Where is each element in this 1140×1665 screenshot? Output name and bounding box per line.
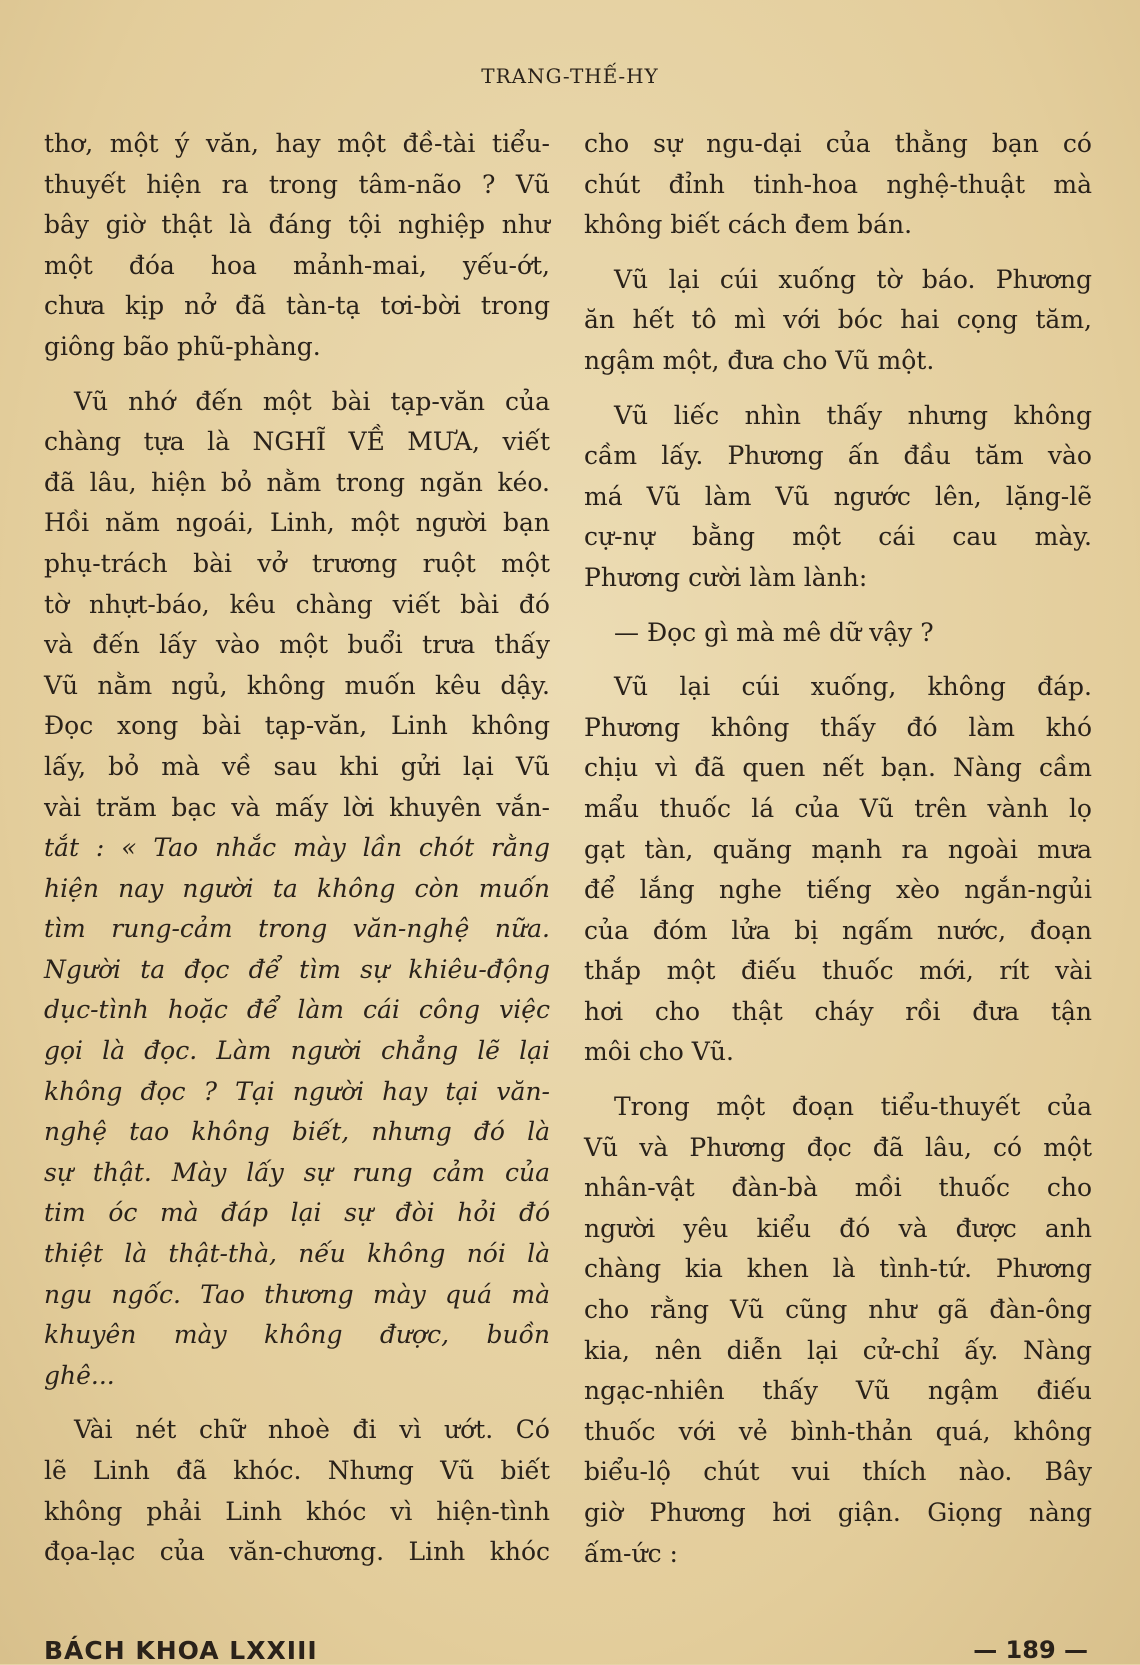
text-line: khuyên mày không được, buồn bbox=[44, 1320, 550, 1350]
text-line: cự-nự bằng một cái cau mày. bbox=[584, 522, 1092, 552]
text-line: đã lâu, hiện bỏ nằm trong ngăn kéo. bbox=[44, 467, 550, 497]
text-line: vài trăm bạc và mấy lời khuyên vắn- bbox=[44, 792, 550, 822]
text-line: gọi là đọc. Làm người chẳng lẽ lại bbox=[44, 1036, 550, 1066]
text-line: phụ-trách bài vở trương ruột một bbox=[44, 548, 550, 578]
paragraph-right-6 bbox=[584, 1087, 1092, 1574]
text-line: lấy, bỏ mà về sau khi gửi lại Vũ bbox=[44, 751, 550, 781]
paragraph-right-4 bbox=[584, 613, 1092, 654]
text-line: giông bão phũ-phàng. bbox=[44, 331, 321, 361]
text-line: ăn hết tô mì với bóc hai cọng tăm, bbox=[584, 305, 1092, 335]
text-line: thơ, một ý văn, hay một đề-tài tiểu- bbox=[44, 129, 550, 158]
paragraph-right-2 bbox=[584, 260, 1092, 382]
text-line: tờ nhựt-báo, kêu chàng viết bài đó bbox=[44, 589, 550, 619]
text-line: lẽ Linh đã khóc. Nhưng Vũ biết bbox=[44, 1456, 550, 1485]
text-line: ấm-ức : bbox=[584, 1538, 678, 1568]
text-line: ngạc-nhiên thấy Vũ ngậm điếu bbox=[584, 1376, 1092, 1406]
text-line: thiệt là thật-thà, nếu không nói là bbox=[44, 1239, 550, 1269]
text-line: môi cho Vũ. bbox=[584, 1037, 734, 1067]
text-line: bây giờ thật là đáng tội nghiệp như bbox=[44, 210, 550, 240]
paragraph-right-3 bbox=[584, 396, 1092, 599]
text-line: Vũ liếc nhìn thấy nhưng không bbox=[614, 400, 1092, 430]
text-line: và đến lấy vào một buổi trưa thấy bbox=[44, 630, 550, 660]
text-line: — Đọc gì mà mê dữ vậy ? bbox=[614, 617, 934, 647]
text-line: chút đỉnh tinh-hoa nghệ-thuật mà bbox=[584, 169, 1092, 199]
text-line: Phương không thấy đó làm khó bbox=[584, 712, 1092, 742]
text-line: Vũ nhớ đến một bài tạp-văn của bbox=[74, 386, 550, 416]
text-line: để lắng nghe tiếng xèo ngắn-ngủi bbox=[584, 875, 1092, 905]
text-line: chịu vì đã quen nết bạn. Nàng cầm bbox=[584, 753, 1092, 783]
text-line: Vũ lại cúi xuống, không đáp. bbox=[614, 672, 1092, 702]
paragraph-right-1 bbox=[584, 124, 1092, 246]
text-line: thuyết hiện ra trong tâm-não ? Vũ bbox=[44, 169, 550, 199]
text-line: gạt tàn, quăng mạnh ra ngoài mưa bbox=[584, 834, 1092, 864]
text-line: sự thật. Mày lấy sự rung cảm của bbox=[44, 1157, 550, 1187]
text-line: nghệ tao không biết, nhưng đó là bbox=[44, 1117, 550, 1147]
paragraph-left-1 bbox=[44, 124, 550, 368]
text-line: Vũ nằm ngủ, không muốn kêu dậy. bbox=[44, 670, 550, 700]
text-line: một đóa hoa mảnh-mai, yếu-ớt, bbox=[44, 250, 550, 280]
text-line: má Vũ làm Vũ ngước lên, lặng-lẽ bbox=[584, 481, 1092, 511]
text-line: tìm rung-cảm trong văn-nghệ nữa. bbox=[44, 914, 550, 944]
text-line: giờ Phương hơi giận. Giọng nàng bbox=[584, 1498, 1092, 1527]
page-footer bbox=[0, 1636, 1140, 1664]
page-number: — 189 — bbox=[973, 1636, 1088, 1664]
text-line: Vài nét chữ nhoè đi vì ướt. Có bbox=[74, 1415, 550, 1445]
text-line: đọa-lạc của văn-chương. Linh khóc bbox=[44, 1537, 550, 1567]
text-line: ngu ngốc. Tao thương mày quá mà bbox=[44, 1279, 550, 1309]
text-line: thắp một điếu thuốc mới, rít vài bbox=[584, 956, 1092, 986]
text-line: không biết cách đem bán. bbox=[584, 210, 913, 240]
text-line: cho rằng Vũ cũng như gã đàn-ông bbox=[584, 1295, 1092, 1325]
text-line: nhân-vật đàn-bà mồi thuốc cho bbox=[584, 1173, 1092, 1203]
right-column bbox=[584, 124, 1092, 1588]
text-line: của đóm lửa bị ngấm nước, đoạn bbox=[584, 915, 1092, 945]
text-line: kia, nên diễn lại cử-chỉ ấy. Nàng bbox=[584, 1335, 1092, 1365]
paragraph-left-3 bbox=[44, 1410, 550, 1572]
text-line: không đọc ? Tại người hay tại văn- bbox=[44, 1076, 550, 1106]
text-line: người yêu kiểu đó và được anh bbox=[584, 1213, 1092, 1243]
text-line: hiện nay người ta không còn muốn bbox=[44, 873, 550, 903]
magazine-title: BÁCH KHOA LXXIII bbox=[44, 1636, 318, 1665]
text-line: Phương cười làm lành: bbox=[584, 562, 868, 592]
text-line: chưa kịp nở đã tàn-tạ tơi-bời trong bbox=[44, 291, 550, 321]
text-line: hơi cho thật cháy rồi đưa tận bbox=[584, 996, 1092, 1026]
text-line: Người ta đọc để tìm sự khiêu-động bbox=[44, 954, 550, 984]
left-column bbox=[44, 124, 550, 1587]
running-head: TRANG-THẾ-HY bbox=[481, 64, 659, 88]
text-line: chàng tựa là NGHĨ VỀ MƯA, viết bbox=[44, 427, 550, 457]
paragraph-left-2 bbox=[44, 382, 550, 1397]
text-line: cho sự ngu-dại của thằng bạn có bbox=[584, 129, 1092, 158]
text-line: Hồi năm ngoái, Linh, một người bạn bbox=[44, 508, 550, 538]
text-line: mẩu thuốc lá của Vũ trên vành lọ bbox=[584, 793, 1092, 823]
text-line: biểu-lộ chút vui thích nào. Bây bbox=[584, 1457, 1092, 1487]
text-line: Đọc xong bài tạp-văn, Linh không bbox=[44, 711, 550, 741]
text-line: tim óc mà đáp lại sự đòi hỏi đó bbox=[44, 1198, 550, 1228]
paragraph-right-5 bbox=[584, 667, 1092, 1073]
text-line: thuốc với vẻ bình-thản quá, không bbox=[584, 1416, 1092, 1446]
text-line: tắt : « Tao nhắc mày lần chót rằng bbox=[44, 833, 550, 863]
text-line: ngậm một, đưa cho Vũ một. bbox=[584, 345, 935, 375]
text-line: Vũ và Phương đọc đã lâu, có một bbox=[584, 1132, 1092, 1162]
text-line: chàng kia khen là tình-tứ. Phương bbox=[584, 1254, 1092, 1284]
text-line: không phải Linh khóc vì hiện-tình bbox=[44, 1496, 550, 1526]
text-line: ghê... bbox=[44, 1360, 115, 1390]
text-line: Vũ lại cúi xuống tờ báo. Phương bbox=[614, 264, 1092, 294]
text-line: dục-tình hoặc để làm cái công việc bbox=[44, 995, 550, 1025]
text-line: Trong một đoạn tiểu-thuyết của bbox=[614, 1092, 1092, 1122]
text-line: cầm lấy. Phương ấn đầu tăm vào bbox=[584, 441, 1092, 471]
